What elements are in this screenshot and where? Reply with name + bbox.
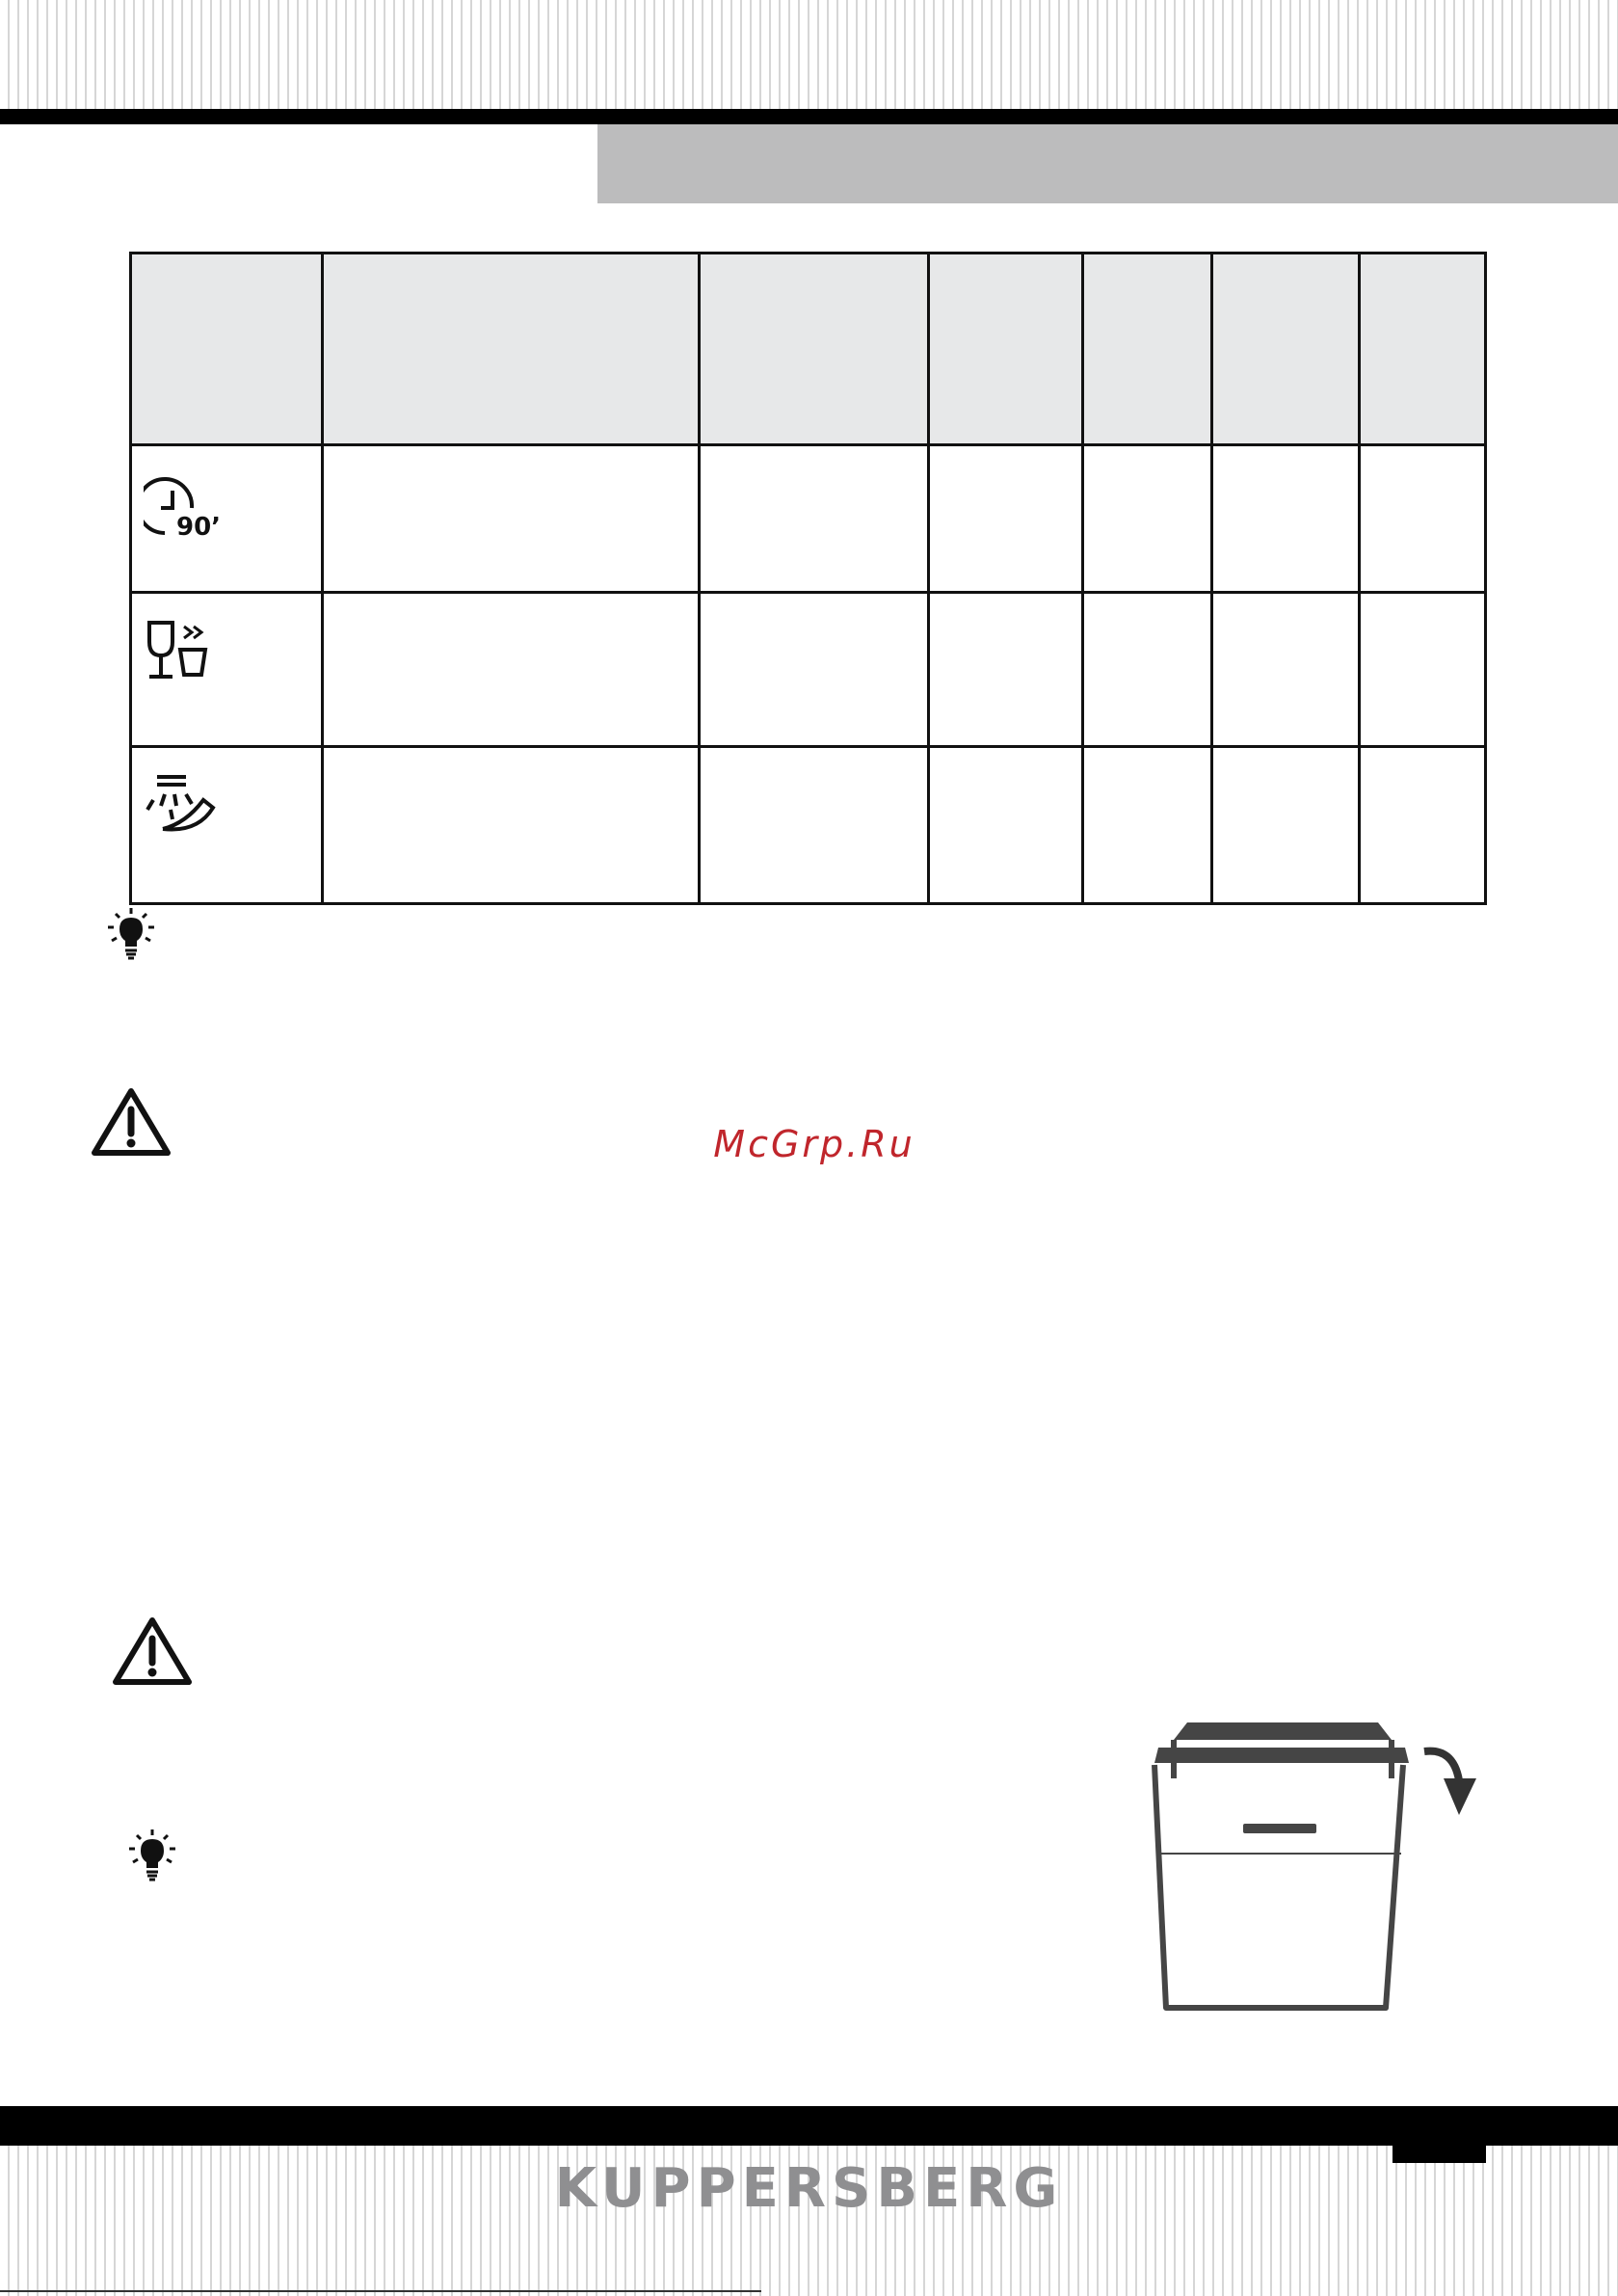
table-header-cell	[1212, 254, 1360, 445]
table-cell	[929, 445, 1083, 593]
table-cell	[1360, 747, 1486, 904]
brand-logo: KUPPERSBERG	[554, 2157, 1064, 2220]
table-cell	[1212, 747, 1360, 904]
table-row	[131, 445, 1486, 593]
rinse-shower-icon	[144, 773, 225, 837]
table-cell	[929, 747, 1083, 904]
table-cell	[1083, 747, 1212, 904]
table-header-cell	[1083, 254, 1212, 445]
table-cell	[700, 445, 929, 593]
program-table	[129, 252, 1487, 905]
bottom-rule	[0, 2290, 761, 2292]
table-cell	[1212, 445, 1360, 593]
program-icon-cell	[131, 593, 323, 747]
table-cell	[929, 593, 1083, 747]
table-header-cell	[700, 254, 929, 445]
glass-cup-icon	[144, 619, 221, 682]
table-cell	[1212, 593, 1360, 747]
clock-90-icon	[144, 471, 240, 539]
table-header-cell	[131, 254, 323, 445]
bottom-black-bar	[0, 2106, 1618, 2146]
table-cell	[1360, 445, 1486, 593]
lightbulb-icon	[127, 1828, 177, 1882]
top-stripe-pattern	[0, 0, 1618, 109]
table-cell	[323, 747, 700, 904]
table-cell	[323, 445, 700, 593]
table-cell	[700, 747, 929, 904]
program-icon-cell	[131, 747, 323, 904]
table-cell	[700, 593, 929, 747]
table-header-cell	[1360, 254, 1486, 445]
section-header-block	[597, 124, 1618, 203]
top-black-bar	[0, 109, 1618, 124]
table-cell	[1360, 593, 1486, 747]
table-header-cell	[323, 254, 700, 445]
clock-90-label: 90’	[176, 513, 222, 539]
warning-icon	[112, 1615, 193, 1687]
table-cell	[323, 593, 700, 747]
table-row	[131, 747, 1486, 904]
table-cell	[1083, 445, 1212, 593]
table-row	[131, 593, 1486, 747]
watermark-text: McGrp.Ru	[713, 1123, 915, 1165]
program-icon-cell	[131, 445, 323, 593]
dishwasher-open-door-icon	[1147, 1711, 1494, 2015]
table-cell	[1083, 593, 1212, 747]
lightbulb-icon	[106, 906, 156, 960]
table-header-cell	[929, 254, 1083, 445]
table-header-row	[131, 254, 1486, 445]
